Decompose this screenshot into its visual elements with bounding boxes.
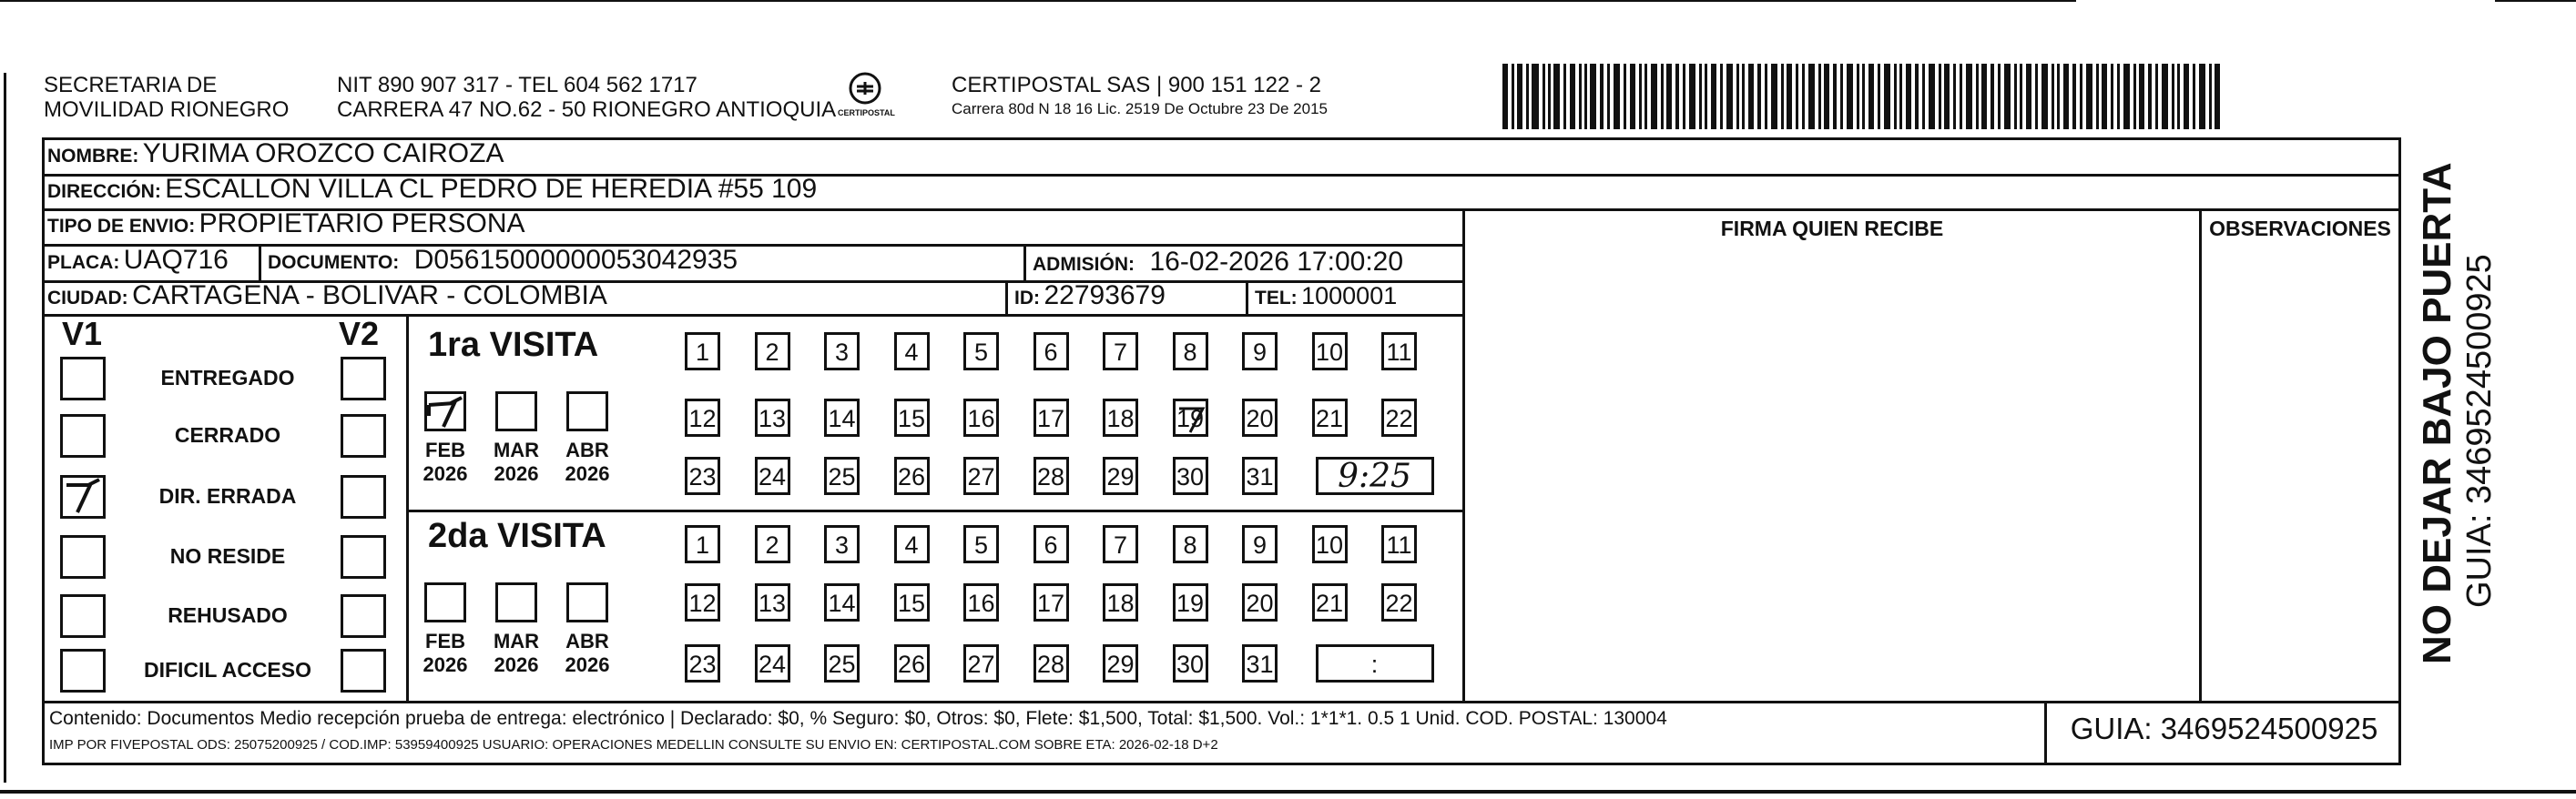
day-checkbox[interactable]: 7 (1103, 332, 1138, 370)
sender-contact (337, 73, 836, 122)
ciudad-label: CIUDAD: (47, 288, 128, 308)
month-checkbox-mar[interactable] (495, 391, 537, 431)
month-year: 2026 (423, 462, 468, 485)
placa-row (47, 245, 229, 276)
month-year: 2026 (565, 462, 610, 485)
id-row (1014, 280, 1166, 311)
day-checkbox[interactable]: 17 (1033, 583, 1069, 622)
status-label: CERRADO (174, 423, 281, 447)
nombre-label: NOMBRE: (47, 146, 139, 167)
day-checkbox[interactable]: 9 (1242, 332, 1278, 370)
day-checkbox[interactable]: 1 (685, 332, 720, 370)
tipo-row (47, 208, 525, 239)
day-checkbox[interactable]: 31 (1242, 644, 1278, 683)
ciudad-value: CARTAGENA - BOLIVAR - COLOMBIA (132, 280, 607, 310)
day-checkbox[interactable]: 21 (1312, 583, 1348, 622)
v1-checkbox[interactable] (60, 649, 106, 693)
v2-checkbox[interactable] (341, 535, 386, 579)
status-label: REHUSADO (168, 603, 288, 627)
day-checkbox[interactable]: 25 (824, 457, 860, 495)
day-checkbox[interactable]: 19 (1173, 583, 1208, 622)
direccion-label: DIRECCIÓN: (47, 181, 161, 202)
rule-ciudad (42, 314, 1464, 317)
day-checkbox[interactable]: 30 (1173, 457, 1208, 495)
side-warning: NO DEJAR BAJO PUERTA (2415, 162, 2459, 664)
time-field[interactable]: 9:25 (1316, 457, 1434, 495)
day-checkbox[interactable]: 18 (1103, 399, 1138, 437)
time-field[interactable]: : (1316, 644, 1434, 683)
admision-value: 16-02-2026 17:00:20 (1149, 247, 1404, 277)
nombre-value: YURIMA OROZCO CAIROZA (142, 138, 504, 168)
rule-placa-doc (259, 244, 261, 280)
logo-caption: CERTIPOSTAL (838, 108, 895, 117)
tipo-label: TIPO DE ENVIO: (47, 216, 196, 237)
day-checkbox[interactable]: 17 (1033, 399, 1069, 437)
day-checkbox[interactable]: 20 (1242, 399, 1278, 437)
observaciones-header: OBSERVACIONES (2209, 217, 2391, 240)
day-checkbox[interactable]: 20 (1242, 583, 1278, 622)
status-label: ENTREGADO (160, 366, 295, 389)
day-checkbox[interactable]: 29 (1103, 457, 1138, 495)
carrier-address: Carrera 80d N 18 16 Lic. 2519 De Octubre 23 De 2015 (952, 100, 1328, 117)
status-label: NO RESIDE (169, 544, 286, 568)
month-year: 2026 (494, 653, 539, 676)
tipo-value: PROPIETARIO PERSONA (199, 208, 525, 238)
tel-label: TEL: (1255, 288, 1298, 308)
day-checkbox[interactable]: 28 (1033, 644, 1069, 683)
barcode (1502, 64, 2222, 129)
v2-checkbox[interactable] (341, 414, 386, 458)
month-name: ABR (565, 630, 609, 652)
day-checkbox[interactable]: 29 (1103, 644, 1138, 683)
day-checkbox[interactable]: 11 (1381, 525, 1417, 563)
month-name: MAR (493, 439, 540, 461)
month-label (555, 439, 619, 486)
direccion-row (47, 174, 817, 205)
bottom-rule (0, 790, 2576, 794)
check-mark-icon (63, 478, 103, 516)
day-checkbox[interactable]: 26 (894, 457, 930, 495)
day-checkbox[interactable]: 14 (824, 399, 860, 437)
id-label: ID: (1014, 288, 1040, 308)
status-label: DIR. ERRADA (158, 484, 297, 508)
day-checkbox[interactable]: 6 (1033, 525, 1069, 563)
footer-guia: GUIA: 3469524500925 (2070, 712, 2378, 745)
day-checkbox[interactable]: 4 (894, 332, 930, 370)
day-checkbox[interactable]: 13 (755, 399, 790, 437)
rule-visit-split (406, 510, 1464, 512)
day-checkbox[interactable]: 12 (685, 583, 720, 622)
sender-name-line2: MOVILIDAD RIONEGRO (44, 97, 290, 122)
second-visit-title: 2da VISITA (428, 517, 606, 555)
month-name: FEB (425, 439, 465, 461)
carrier-info (952, 73, 1328, 120)
day-checkbox[interactable]: 22 (1381, 583, 1417, 622)
month-label (484, 630, 548, 677)
month-checkbox-feb[interactable] (424, 582, 466, 622)
first-visit-title: 1ra VISITA (428, 326, 599, 364)
left-edge-rule (4, 73, 6, 783)
day-checkbox[interactable]: 5 (963, 525, 999, 563)
day-checkbox[interactable]: 30 (1173, 644, 1208, 683)
rule-observaciones-left (2199, 208, 2202, 703)
admision-label: ADMISIÓN: (1033, 254, 1135, 275)
v1-checkbox[interactable] (60, 414, 106, 458)
day-checkbox[interactable]: 6 (1033, 332, 1069, 370)
top-right-rule (2495, 0, 2576, 2)
month-label (555, 630, 619, 677)
day-checkbox[interactable]: 13 (755, 583, 790, 622)
check-mark-icon (1176, 401, 1208, 436)
day-checkbox[interactable]: 26 (894, 644, 930, 683)
day-checkbox[interactable]: 16 (963, 399, 999, 437)
direccion-value: ESCALLON VILLA CL PEDRO DE HEREDIA #55 109 (165, 174, 818, 204)
rule-id (1005, 280, 1008, 316)
month-label (484, 439, 548, 486)
check-mark-icon (427, 394, 463, 429)
v1-checkbox[interactable] (60, 357, 106, 400)
day-checkbox[interactable]: 24 (755, 644, 790, 683)
month-name: FEB (425, 630, 465, 652)
sender-nit: NIT 890 907 317 - TEL 604 562 1717 (337, 73, 697, 97)
logo-icon (848, 71, 882, 106)
sender-name (44, 73, 289, 122)
day-checkbox[interactable]: 27 (963, 644, 999, 683)
rule-admision (1023, 246, 1026, 282)
day-checkbox[interactable]: 7 (1103, 525, 1138, 563)
rule-firma-left (1462, 208, 1465, 703)
day-checkbox[interactable]: 23 (685, 457, 720, 495)
footer-imp: IMP POR FIVEPOSTAL ODS: 25075200925 / COD.IMP: 53959400925 USUARIO: OPERACIONES MEDELLIN CONSULTE SU ENVIO EN: CERTIPOSTAL.COM SOBRE ETA: 2026-02-18 D+2 (49, 737, 1218, 753)
day-checkbox[interactable]: 5 (963, 332, 999, 370)
day-checkbox[interactable]: 16 (963, 583, 999, 622)
tel-row (1255, 282, 1397, 310)
day-checkbox[interactable]: 2 (755, 525, 790, 563)
v1-checkbox[interactable] (60, 475, 106, 519)
firma-header: FIRMA QUIEN RECIBE (1720, 217, 1944, 240)
day-checkbox[interactable]: 2 (755, 332, 790, 370)
day-checkbox[interactable]: 8 (1173, 332, 1208, 370)
side-guia: GUIA: 3469524500925 (2460, 254, 2499, 608)
footer-contenido: Contenido: Documentos Medio recepción prueba de entrega: electrónico | Declarado: $0, % Seguro: $0, Otros: $0, Flete: $1,500, Total: $1,500. Vol.: 1*1*1. 0.5 1 Unid. COD. POSTAL: 130004 (49, 708, 1667, 729)
day-checkbox[interactable]: 3 (824, 332, 860, 370)
day-checkbox[interactable]: 23 (685, 644, 720, 683)
documento-row (268, 245, 738, 276)
day-checkbox[interactable]: 3 (824, 525, 860, 563)
day-checkbox[interactable]: 8 (1173, 525, 1208, 563)
v1-label: V1 (62, 315, 103, 352)
day-checkbox[interactable]: 14 (824, 583, 860, 622)
day-checkbox[interactable]: 11 (1381, 332, 1417, 370)
day-checkbox[interactable]: 15 (894, 583, 930, 622)
placa-value: UAQ716 (123, 245, 229, 275)
documento-label: DOCUMENTO: (268, 252, 400, 273)
rule-tel (1246, 280, 1248, 316)
day-checkbox[interactable]: 27 (963, 457, 999, 495)
sender-address: CARRERA 47 NO.62 - 50 RIONEGRO ANTIOQUIA (337, 97, 837, 122)
day-checkbox[interactable]: 9 (1242, 525, 1278, 563)
nombre-row (47, 138, 504, 169)
month-label (413, 630, 477, 677)
month-year: 2026 (494, 462, 539, 485)
v1-checkbox[interactable] (60, 535, 106, 579)
sender-name-line1: SECRETARIA DE (44, 73, 218, 97)
rule-status-split (406, 314, 409, 703)
month-label (413, 439, 477, 486)
day-checkbox[interactable]: 18 (1103, 583, 1138, 622)
rule-footer (42, 701, 2401, 703)
ciudad-row (47, 280, 607, 311)
day-checkbox[interactable]: 12 (685, 399, 720, 437)
admision-row (1033, 247, 1403, 278)
day-checkbox[interactable]: 19 (1173, 399, 1208, 437)
month-year: 2026 (565, 653, 610, 676)
v2-checkbox[interactable] (341, 649, 386, 693)
carrier-name: CERTIPOSTAL SAS | 900 151 122 - 2 (952, 73, 1321, 97)
v2-checkbox[interactable] (341, 475, 386, 519)
day-checkbox[interactable]: 24 (755, 457, 790, 495)
month-name: ABR (565, 439, 609, 461)
month-checkbox-feb[interactable] (424, 391, 466, 431)
month-checkbox-mar[interactable] (495, 582, 537, 622)
v2-label: V2 (339, 315, 380, 352)
day-checkbox[interactable]: 15 (894, 399, 930, 437)
v2-checkbox[interactable] (341, 594, 386, 638)
tel-value: 1000001 (1301, 282, 1398, 309)
day-checkbox[interactable]: 21 (1312, 399, 1348, 437)
month-year: 2026 (423, 653, 468, 676)
day-checkbox[interactable]: 10 (1312, 525, 1348, 563)
day-checkbox[interactable]: 1 (685, 525, 720, 563)
day-checkbox[interactable]: 31 (1242, 457, 1278, 495)
day-checkbox[interactable]: 22 (1381, 399, 1417, 437)
v2-checkbox[interactable] (341, 357, 386, 400)
documento-value: D05615000000053042935 (413, 245, 738, 275)
month-checkbox-abr[interactable] (566, 582, 608, 622)
month-name: MAR (493, 630, 540, 652)
certipostal-logo (838, 71, 895, 127)
day-checkbox[interactable]: 25 (824, 644, 860, 683)
top-left-rule (0, 0, 2076, 2)
id-value: 22793679 (1044, 280, 1166, 310)
v1-checkbox[interactable] (60, 594, 106, 638)
day-checkbox[interactable]: 28 (1033, 457, 1069, 495)
day-checkbox[interactable]: 4 (894, 525, 930, 563)
day-checkbox[interactable]: 10 (1312, 332, 1348, 370)
month-checkbox-abr[interactable] (566, 391, 608, 431)
placa-label: PLACA: (47, 252, 120, 273)
status-label: DIFICIL ACCESO (143, 658, 311, 682)
